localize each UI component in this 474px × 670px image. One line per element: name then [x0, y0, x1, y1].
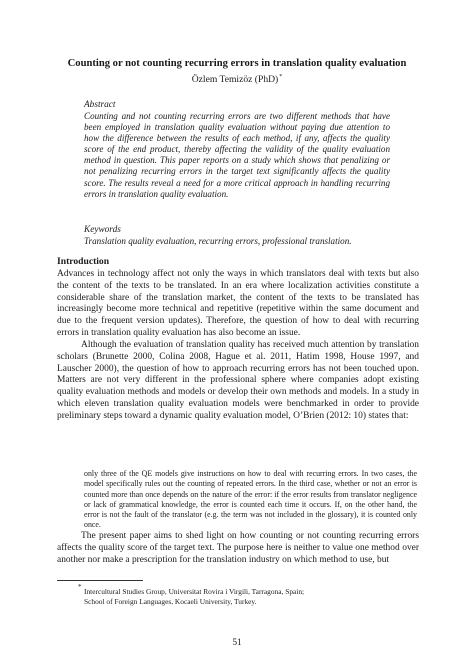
author-name: Özlem Temizöz (PhD) — [191, 74, 279, 85]
footnote-line-2: School of Foreign Languages, Kocaeli University, Turkey. — [84, 596, 257, 606]
abstract-heading: Abstract — [84, 100, 116, 110]
footnote-mark: * — [78, 583, 82, 591]
paper-title: Counting or not counting recurring errors in translation quality evaluation — [67, 58, 407, 69]
footnote-separator — [57, 580, 143, 581]
author-footnote-mark: * — [279, 74, 283, 80]
author-line — [0, 71, 474, 86]
introduction-paragraph-1: Advances in technology affect not only the ways in which translators deal with texts but also the content of the texts to be translated. In an era where localization activities constitute a considerable share of the translation market, the content of the texts to be translated has increasingly become more technical and repetitive (repetitive within the same document and due to the frequent version updates). Therefore, the question of how to deal with recurring errors in translation quality evaluation has also become an issue. — [57, 269, 419, 338]
introduction-heading: Introduction — [57, 256, 110, 267]
introduction-paragraph-3: The present paper aims to shed light on how counting or not counting recurring errors affects the quality score of the target text. The purpose here is neither to value one method over another nor make a prescription for the translation industry on which method to use, but — [57, 531, 419, 565]
keywords-text: Translation quality evaluation, recurring errors, professional translation. — [84, 236, 352, 246]
keywords-heading: Keywords — [84, 225, 121, 235]
page-number: 51 — [232, 638, 242, 648]
footnote-line-1: Intercultural Studies Group, Universitat Rovira i Virgili, Tarragona, Spain; — [84, 587, 305, 596]
block-quote: only three of the QE models give instructions on how to deal with recurring errors. In two cases, the model specifically rules out the counting of repeated errors. In the third case, whether or not an error is counted more than once depends on the nature of the error: if the error results from translator negligence or lack of grammatical knowledge, the error is counted each time it occurs. If, on the other hand, the error is not the fault of the translator (e.g. the term was not included in the glossary), it is counted only once. — [84, 469, 417, 530]
introduction-paragraph-2: Although the evaluation of translation quality has received much attention by translation scholars (Brunette 2000, Colina 2008, Hague et al. 2011, Hatim 1998, House 1997, and Lauscher 2000), the question of how to approach recurring errors has not been touched upon. Matters are not very different in the professional sphere where companies adopt existing quality evaluation methods and models or develop their own methods and models. In a study in which eleven translation quality evaluation models were benchmarked in order to provide preliminary steps toward a dynamic quality evaluation model, O’Brien (2012: 10) states that: — [57, 340, 419, 421]
abstract-text: Counting and not counting recurring errors are two different methods that have been employed in translation quality evaluation without paying due attention to how the difference between the results of each method, if any, affects the quality score of the end product, thereby affecting the validity of the quality evaluation method in question. This paper reports on a study which shows that penalizing or not penalizing recurring errors in the target text significantly affects the quality score. The results reveal a need for a more critical approach in handling recurring errors in translation quality evaluation. — [84, 111, 390, 199]
